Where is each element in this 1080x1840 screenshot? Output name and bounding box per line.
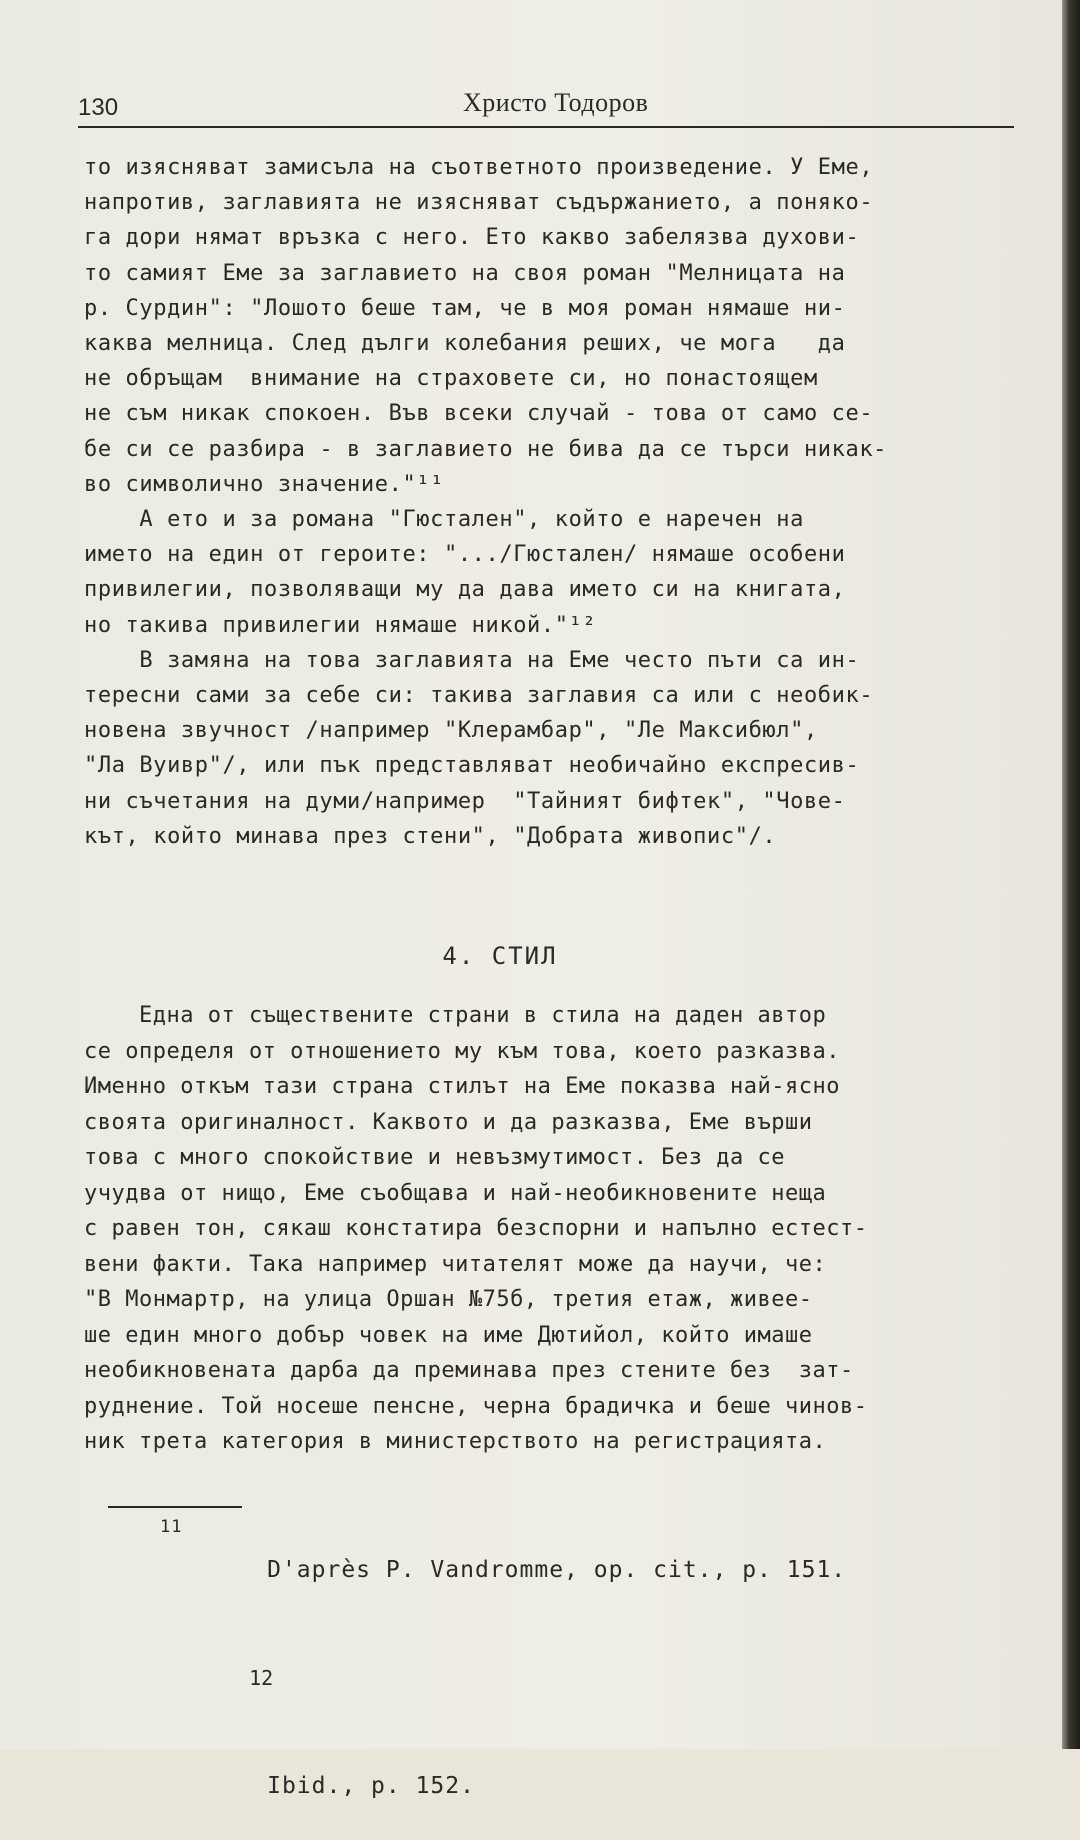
text-line: но такива привилегии нямаше никой."¹² (84, 612, 597, 638)
text-line: бе си се разбира - в заглавието не бива да се търси никак- (84, 436, 888, 462)
text-line: Една от съществените страни в стила на даден автор (84, 1003, 827, 1028)
text-line: напротив, заглавията не изясняват съдържанието, а поняко- (84, 190, 874, 216)
footnote-12-number-line (178, 1624, 1038, 1732)
paragraph (84, 502, 1040, 643)
text-line: руднение. Той носеше пенсне, черна брадичка и беше чинов- (84, 1393, 868, 1419)
text-line: новена звучност /например "Клерамбар", "Ле Максибюл", (84, 718, 818, 744)
text-line: вени факти. Така например читателят може да научи, че: (84, 1251, 827, 1277)
text-line: не обръщам внимание на страховете си, но понастоящем (84, 366, 818, 392)
page-edge-shadow (1062, 0, 1080, 1749)
text-line: Именно откъм тази страна стилът на Еме показва най-ясно (84, 1074, 840, 1099)
text-line: "Ла Вуивр"/, или пък представляват необичайно експресив- (84, 753, 860, 779)
footnote-text: D'après P. Vandromme, op. cit., p. 151. (267, 1557, 847, 1583)
text-line: необикновената дарба да преминава през стените без зат- (84, 1358, 854, 1383)
paragraph (84, 150, 1040, 502)
text-line: това с много спокойствие и невъзмутимост. Без да се (84, 1145, 786, 1170)
footnote-number: 11 (160, 1517, 183, 1537)
text-line: с равен тон, сякаш констатира безспорни и напълно естест- (84, 1216, 868, 1241)
footnote-12 (178, 1732, 1038, 1840)
footnote-divider (108, 1506, 242, 1508)
footnote-number: 12 (249, 1666, 274, 1690)
text-line: ше един много добър човек на име Дютийол, който имаше (84, 1322, 813, 1348)
text-line: учудва от нищо, Еме съобщава и най-необикновените неща (84, 1180, 827, 1206)
text-line: то изясняват замисъла на съответното произведение. У Еме, (84, 155, 874, 180)
footnotes (160, 1516, 1038, 1840)
text-line: во символично значение."¹¹ (84, 471, 444, 497)
text-line: В замяна на това заглавията на Еме често пъти са ин- (84, 647, 860, 673)
text-line: га дори нямат връзка с него. Ето какво забелязва духови- (84, 225, 860, 251)
footnote-11 (160, 1516, 1038, 1624)
page-header (78, 86, 1014, 128)
body-text-lower (84, 998, 1040, 1460)
footnote-text: Ibid., p. 152. (267, 1773, 475, 1799)
text-line: р. Сурдин": "Лошото беше там, че в моя роман нямаше ни- (84, 295, 846, 321)
text-line: своята оригиналност. Каквото и да разказва, Еме върши (84, 1109, 813, 1135)
text-line: то самият Еме за заглавието на своя роман "Мелницата на (84, 260, 846, 286)
page-number: 130 (78, 94, 119, 121)
text-line: ни съчетания на думи/например "Тайният бифтек", "Чове- (84, 788, 846, 814)
text-line: тересни сами за себе си: такива заглавия са или с необик- (84, 683, 874, 709)
text-line: не съм никак спокоен. Във всеки случай - това от само се- (84, 401, 874, 427)
text-line: А ето и за романа "Гюстален", който е наречен на (84, 507, 804, 533)
text-line: привилегии, позволяващи му да дава името си на книгата, (84, 577, 846, 603)
paragraph (84, 643, 1040, 854)
text-line: ник трета категория в министерството на регистрацията. (84, 1429, 827, 1454)
text-line: името на един от героите: ".../Гюстален/ нямаше особени (84, 542, 846, 568)
text-line: каква мелница. След дълги колебания реших, че мога да (84, 331, 846, 357)
text-line: се определя от отношението му към това, което разказва. (84, 1038, 840, 1064)
text-line: "В Монмартр, на улица Оршан №75б, третия етаж, живее- (84, 1287, 813, 1312)
text-line: кът, който минава през стени", "Добрата живопис"/. (84, 823, 777, 849)
section-heading: 4. СТИЛ (442, 942, 558, 970)
running-title: Христо Тодоров (463, 88, 649, 117)
body-text-upper (84, 150, 1040, 854)
